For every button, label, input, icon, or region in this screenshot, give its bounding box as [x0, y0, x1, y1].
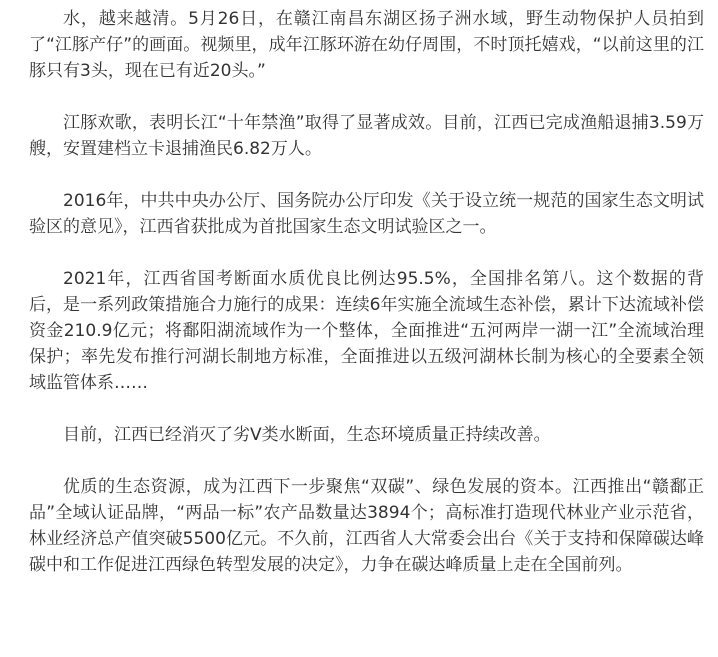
paragraph-water-quality: 2021年，江西省国考断面水质优良比例达95.5%，全国排名第八。这个数据的背后，是一系列政策措施合力施行的成果：连续6年实施全流域生态补偿，累计下达流域补偿资金210.9亿元；将鄱阳湖流域作为一个整体，全面推进“五河两岸一湖一江”全流域治理保护；率先发布推行河湖长制地方标准，全面推进以五级河湖林长制为核心的全要素全领域监管体系……: [29, 269, 704, 393]
paragraph-eco-civilization-zone: 2016年，中共中央办公厅、国务院办公厅印发《关于设立统一规范的国家生态文明试验区的意见》，江西省获批成为首批国家生态文明试验区之一。: [29, 191, 704, 237]
paragraph-river-dolphin-birth: 水，越来越清。5月26日，在赣江南昌东湖区扬子洲水域，野生动物保护人员拍到了“江豚产仔”的画面。视频里，成年江豚环游在幼仔周围，不时顶托嬉戏，“以前这里的江豚只有3头，现在已有近20头。”: [29, 9, 704, 81]
paragraph-fishing-ban: 江豚欢歌，表明长江“十年禁渔”取得了显著成效。目前，江西已完成渔船退捕3.59万艘，安置建档立卡退捕渔民6.82万人。: [29, 113, 704, 159]
paragraph-green-development: 优质的生态资源，成为江西下一步聚焦“双碳”、绿色发展的资本。江西推出“赣鄱正品”全域认证品牌，“两品一标”农产品数量达3894个；高标准打造现代林业产业示范省，林业经济总产值突破5500亿元。不久前，江西省人大常委会出台《关于支持和保障碳达峰碳中和工作促进江西绿色转型发展的决定》，力争在碳达峰质量上走在全国前列。: [29, 477, 704, 575]
paragraph-eliminated-worst-water: 目前，江西已经消灭了劣Ⅴ类水断面，生态环境质量正持续改善。: [63, 425, 551, 445]
